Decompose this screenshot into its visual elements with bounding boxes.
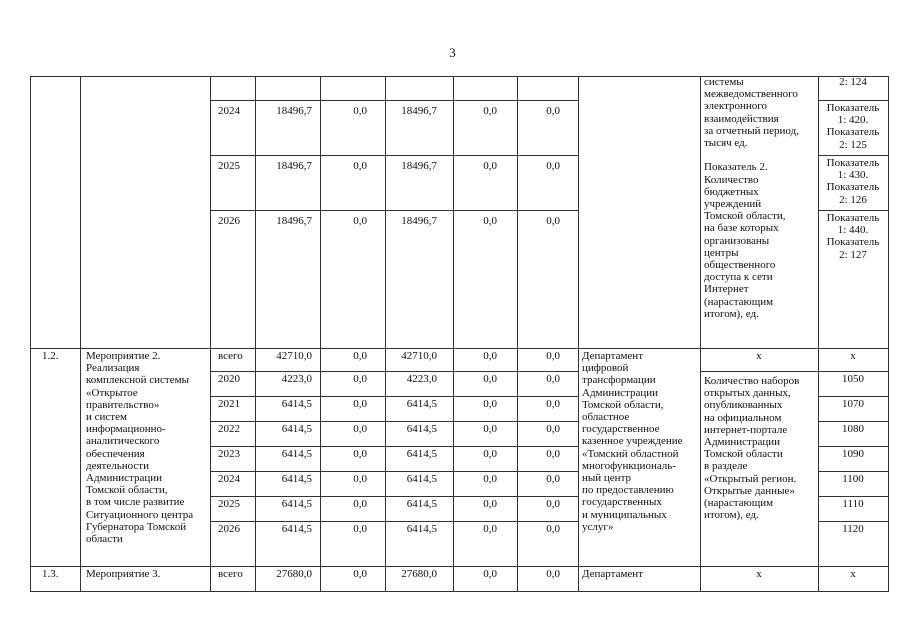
indicator-description (704, 375, 816, 521)
year-cell: всего (218, 568, 243, 580)
indicator-value: 1050 (842, 373, 864, 385)
amount-cell: 0,0 (483, 105, 497, 117)
text-line: Количество (704, 173, 759, 186)
amount-cell: 4223,0 (281, 373, 312, 385)
indicator-value: 1080 (842, 423, 864, 435)
responsible-executor: Департамент (582, 568, 644, 580)
text-line: центры (704, 246, 739, 259)
indicator-value (818, 157, 888, 206)
amount-cell: 0,0 (546, 448, 560, 460)
amount-cell: 6414,5 (406, 398, 437, 410)
table-rule (210, 421, 579, 422)
amount-cell: 0,0 (483, 423, 497, 435)
row-number: 1.2. (42, 350, 59, 362)
text-line: 2: 124 (839, 76, 867, 88)
amount-cell: 6414,5 (406, 448, 437, 460)
text-line: на официальном (704, 411, 782, 424)
table-rule (210, 76, 211, 592)
table-rule (818, 421, 889, 422)
text-line: (нарастающим (704, 295, 774, 308)
measure-title (86, 350, 208, 545)
text-line: по предоставлению (582, 484, 674, 497)
text-line: Показатель (826, 102, 880, 114)
text-line: учреждений (704, 198, 762, 211)
text-line: системы (704, 76, 744, 88)
amount-cell: 0,0 (483, 523, 497, 535)
text-line: за отчетный период, (704, 124, 799, 137)
amount-cell: 0,0 (546, 373, 560, 385)
amount-cell: 0,0 (546, 473, 560, 485)
table-rule (517, 76, 518, 592)
text-line: аналитического (86, 435, 160, 448)
text-line: области (86, 533, 123, 546)
indicator-value: x (850, 350, 856, 362)
text-line: электронного (704, 100, 768, 113)
amount-cell: 0,0 (353, 215, 367, 227)
amount-cell: 0,0 (483, 373, 497, 385)
text-line: Открытые данные» (704, 484, 795, 497)
amount-cell: 6414,5 (406, 498, 437, 510)
amount-cell: 6414,5 (281, 423, 312, 435)
indicator-value: 1100 (842, 473, 864, 485)
table-rule (453, 76, 454, 592)
table-rule (30, 591, 889, 592)
text-line: Томской области, (582, 398, 664, 411)
text-line: казенное учреждение (582, 435, 683, 448)
table-rule (818, 446, 889, 447)
text-line: итогом), ед. (704, 307, 759, 320)
indicator-value: 1110 (842, 498, 864, 510)
amount-cell: 18496,7 (276, 105, 312, 117)
amount-cell: 6414,5 (281, 473, 312, 485)
text-line: информационно- (86, 423, 166, 436)
text-line: государственное (582, 423, 660, 436)
amount-cell: 18496,7 (401, 160, 437, 172)
text-line: и муниципальных (582, 508, 667, 521)
text-line: интернет-портале (704, 423, 788, 436)
text-line: областное (582, 411, 630, 424)
text-line: на базе которых (704, 222, 779, 235)
text-line: Томской области, (86, 484, 168, 497)
indicator-value (818, 212, 888, 261)
amount-cell: 0,0 (483, 215, 497, 227)
text-line: Количество наборов (704, 375, 800, 387)
text-line: Показатель (826, 126, 880, 139)
amount-cell: 0,0 (353, 423, 367, 435)
text-line: 2: 127 (839, 248, 867, 261)
text-line: Показатель (826, 236, 880, 249)
table-rule (818, 76, 819, 592)
table-rule (210, 155, 579, 156)
indicator-value: 1070 (842, 398, 864, 410)
indicator-value: x (850, 568, 856, 580)
text-line: и систем (86, 411, 127, 424)
row-number: 1.3. (42, 568, 59, 580)
amount-cell: 0,0 (483, 398, 497, 410)
indicator-value: 1120 (842, 523, 864, 535)
text-line: 2: 125 (839, 138, 867, 151)
year-cell: 2021 (218, 398, 240, 410)
text-line: многофункциональ- (582, 459, 676, 472)
table-rule (255, 76, 256, 592)
text-line: тысяч ед. (704, 137, 748, 150)
text-line: Показатель (826, 157, 880, 169)
amount-cell: 0,0 (546, 215, 560, 227)
page-number: 3 (449, 45, 456, 60)
table-rule (30, 566, 889, 567)
table-rule (700, 76, 701, 592)
amount-cell: 0,0 (353, 350, 367, 362)
amount-cell: 6414,5 (406, 473, 437, 485)
text-line: Департамент (582, 350, 644, 362)
text-line: организованы (704, 234, 770, 247)
table-rule (578, 76, 579, 592)
amount-cell: 0,0 (353, 373, 367, 385)
text-line: межведомственного (704, 88, 798, 101)
table-rule (385, 76, 386, 592)
amount-cell: 0,0 (546, 160, 560, 172)
year-cell: 2023 (218, 448, 240, 460)
text-line: общественного (704, 259, 776, 272)
text-line: Показатель (826, 181, 880, 194)
amount-cell: 0,0 (546, 398, 560, 410)
year-cell: 2026 (218, 523, 240, 535)
amount-cell: 0,0 (546, 105, 560, 117)
indicator-description (704, 76, 816, 320)
amount-cell: 42710,0 (276, 350, 312, 362)
amount-cell: 6414,5 (281, 523, 312, 535)
text-line: 1: 420. (837, 114, 869, 127)
table-rule (818, 471, 889, 472)
indicator-header: x (756, 350, 762, 362)
text-line: трансформации (582, 374, 656, 387)
text-line: 1: 430. (837, 169, 869, 182)
amount-cell: 0,0 (353, 105, 367, 117)
responsible-executor (582, 350, 699, 533)
amount-cell: 6414,5 (406, 423, 437, 435)
text-line: «Томский областной (582, 447, 679, 460)
text-line: государственных (582, 496, 662, 509)
year-cell: всего (218, 350, 243, 362)
year-cell: 2024 (218, 105, 240, 117)
text-line: Томской области (704, 448, 783, 461)
text-line: (нарастающим (704, 497, 774, 510)
text-line: 2: 126 (839, 193, 867, 206)
table-rule (700, 371, 889, 372)
indicator-value (818, 76, 888, 88)
amount-cell: 6414,5 (281, 398, 312, 410)
amount-cell: 18496,7 (276, 215, 312, 227)
text-line: Губернатора Томской (86, 520, 187, 533)
table-rule (80, 76, 81, 592)
amount-cell: 0,0 (546, 523, 560, 535)
indicator-value: 1090 (842, 448, 864, 460)
table-rule (210, 371, 579, 372)
table-rule (210, 446, 579, 447)
text-line: опубликованных (704, 399, 783, 412)
table-rule (818, 100, 889, 101)
text-line: взаимодействия (704, 112, 779, 125)
amount-cell: 6414,5 (406, 523, 437, 535)
text-line: деятельности (86, 459, 149, 472)
text-line: Мероприятие 2. (86, 350, 161, 362)
text-line: Ситуационного центра (86, 508, 194, 521)
text-line: Показатель (826, 212, 880, 224)
amount-cell: 4223,0 (406, 373, 437, 385)
text-line (704, 149, 816, 161)
amount-cell: 18496,7 (401, 215, 437, 227)
amount-cell: 0,0 (353, 473, 367, 485)
text-line: «Открытый регион. (704, 472, 797, 485)
amount-cell: 0,0 (483, 160, 497, 172)
amount-cell: 0,0 (546, 423, 560, 435)
text-line: «Открытое (86, 386, 138, 399)
text-line: Показатель 2. (704, 161, 768, 174)
table-rule (30, 76, 31, 592)
amount-cell: 0,0 (546, 350, 560, 362)
amount-cell: 0,0 (483, 568, 497, 580)
table-rule (818, 396, 889, 397)
amount-cell: 0,0 (353, 498, 367, 510)
table-rule (888, 76, 889, 592)
year-cell: 2026 (218, 215, 240, 227)
table-rule (210, 396, 579, 397)
amount-cell: 18496,7 (401, 105, 437, 117)
table-rule (30, 348, 889, 349)
amount-cell: 0,0 (353, 523, 367, 535)
amount-cell: 18496,7 (276, 160, 312, 172)
amount-cell: 0,0 (483, 350, 497, 362)
table-rule (818, 521, 889, 522)
table-rule (818, 496, 889, 497)
text-line: Администрации (86, 472, 163, 485)
year-cell: 2024 (218, 473, 240, 485)
text-line: ный центр (582, 472, 632, 485)
amount-cell: 0,0 (546, 498, 560, 510)
measure-title: Мероприятие 3. (86, 568, 161, 580)
text-line: открытых данных, (704, 387, 791, 400)
amount-cell: 42710,0 (401, 350, 437, 362)
text-line: в разделе (704, 460, 748, 473)
text-line: Администрации (704, 436, 781, 449)
year-cell: 2025 (218, 498, 240, 510)
amount-cell: 0,0 (483, 473, 497, 485)
text-line: обеспечения (86, 447, 145, 460)
text-line: итогом), ед. (704, 509, 759, 522)
amount-cell: 27680,0 (401, 568, 437, 580)
text-line: комплексной системы (86, 374, 189, 387)
year-cell: 2022 (218, 423, 240, 435)
table-rule (210, 496, 579, 497)
text-line: бюджетных (704, 185, 759, 198)
indicator-header: x (756, 568, 762, 580)
text-line: 1: 440. (837, 224, 869, 237)
table-rule (210, 210, 579, 211)
amount-cell: 27680,0 (276, 568, 312, 580)
table-rule (818, 155, 889, 156)
text-line: Реализация (86, 362, 140, 375)
year-cell: 2020 (218, 373, 240, 385)
table-rule (320, 76, 321, 592)
amount-cell: 0,0 (353, 448, 367, 460)
text-line: услуг» (582, 520, 614, 533)
text-line: Администрации (582, 386, 659, 399)
amount-cell: 0,0 (546, 568, 560, 580)
amount-cell: 0,0 (353, 568, 367, 580)
table-rule (210, 521, 579, 522)
table-rule (818, 210, 889, 211)
text-line: доступа к сети (704, 271, 773, 284)
amount-cell: 0,0 (483, 498, 497, 510)
amount-cell: 0,0 (353, 398, 367, 410)
amount-cell: 6414,5 (281, 448, 312, 460)
amount-cell: 6414,5 (281, 498, 312, 510)
text-line: в том числе развитие (86, 496, 185, 509)
table-rule (210, 100, 579, 101)
table-rule (210, 471, 579, 472)
text-line: цифровой (582, 362, 629, 375)
year-cell: 2025 (218, 160, 240, 172)
amount-cell: 0,0 (483, 448, 497, 460)
text-line: Томской области, (704, 210, 786, 223)
text-line: Интернет (704, 283, 749, 296)
text-line: правительство» (86, 398, 160, 411)
amount-cell: 0,0 (353, 160, 367, 172)
indicator-value (818, 102, 888, 151)
